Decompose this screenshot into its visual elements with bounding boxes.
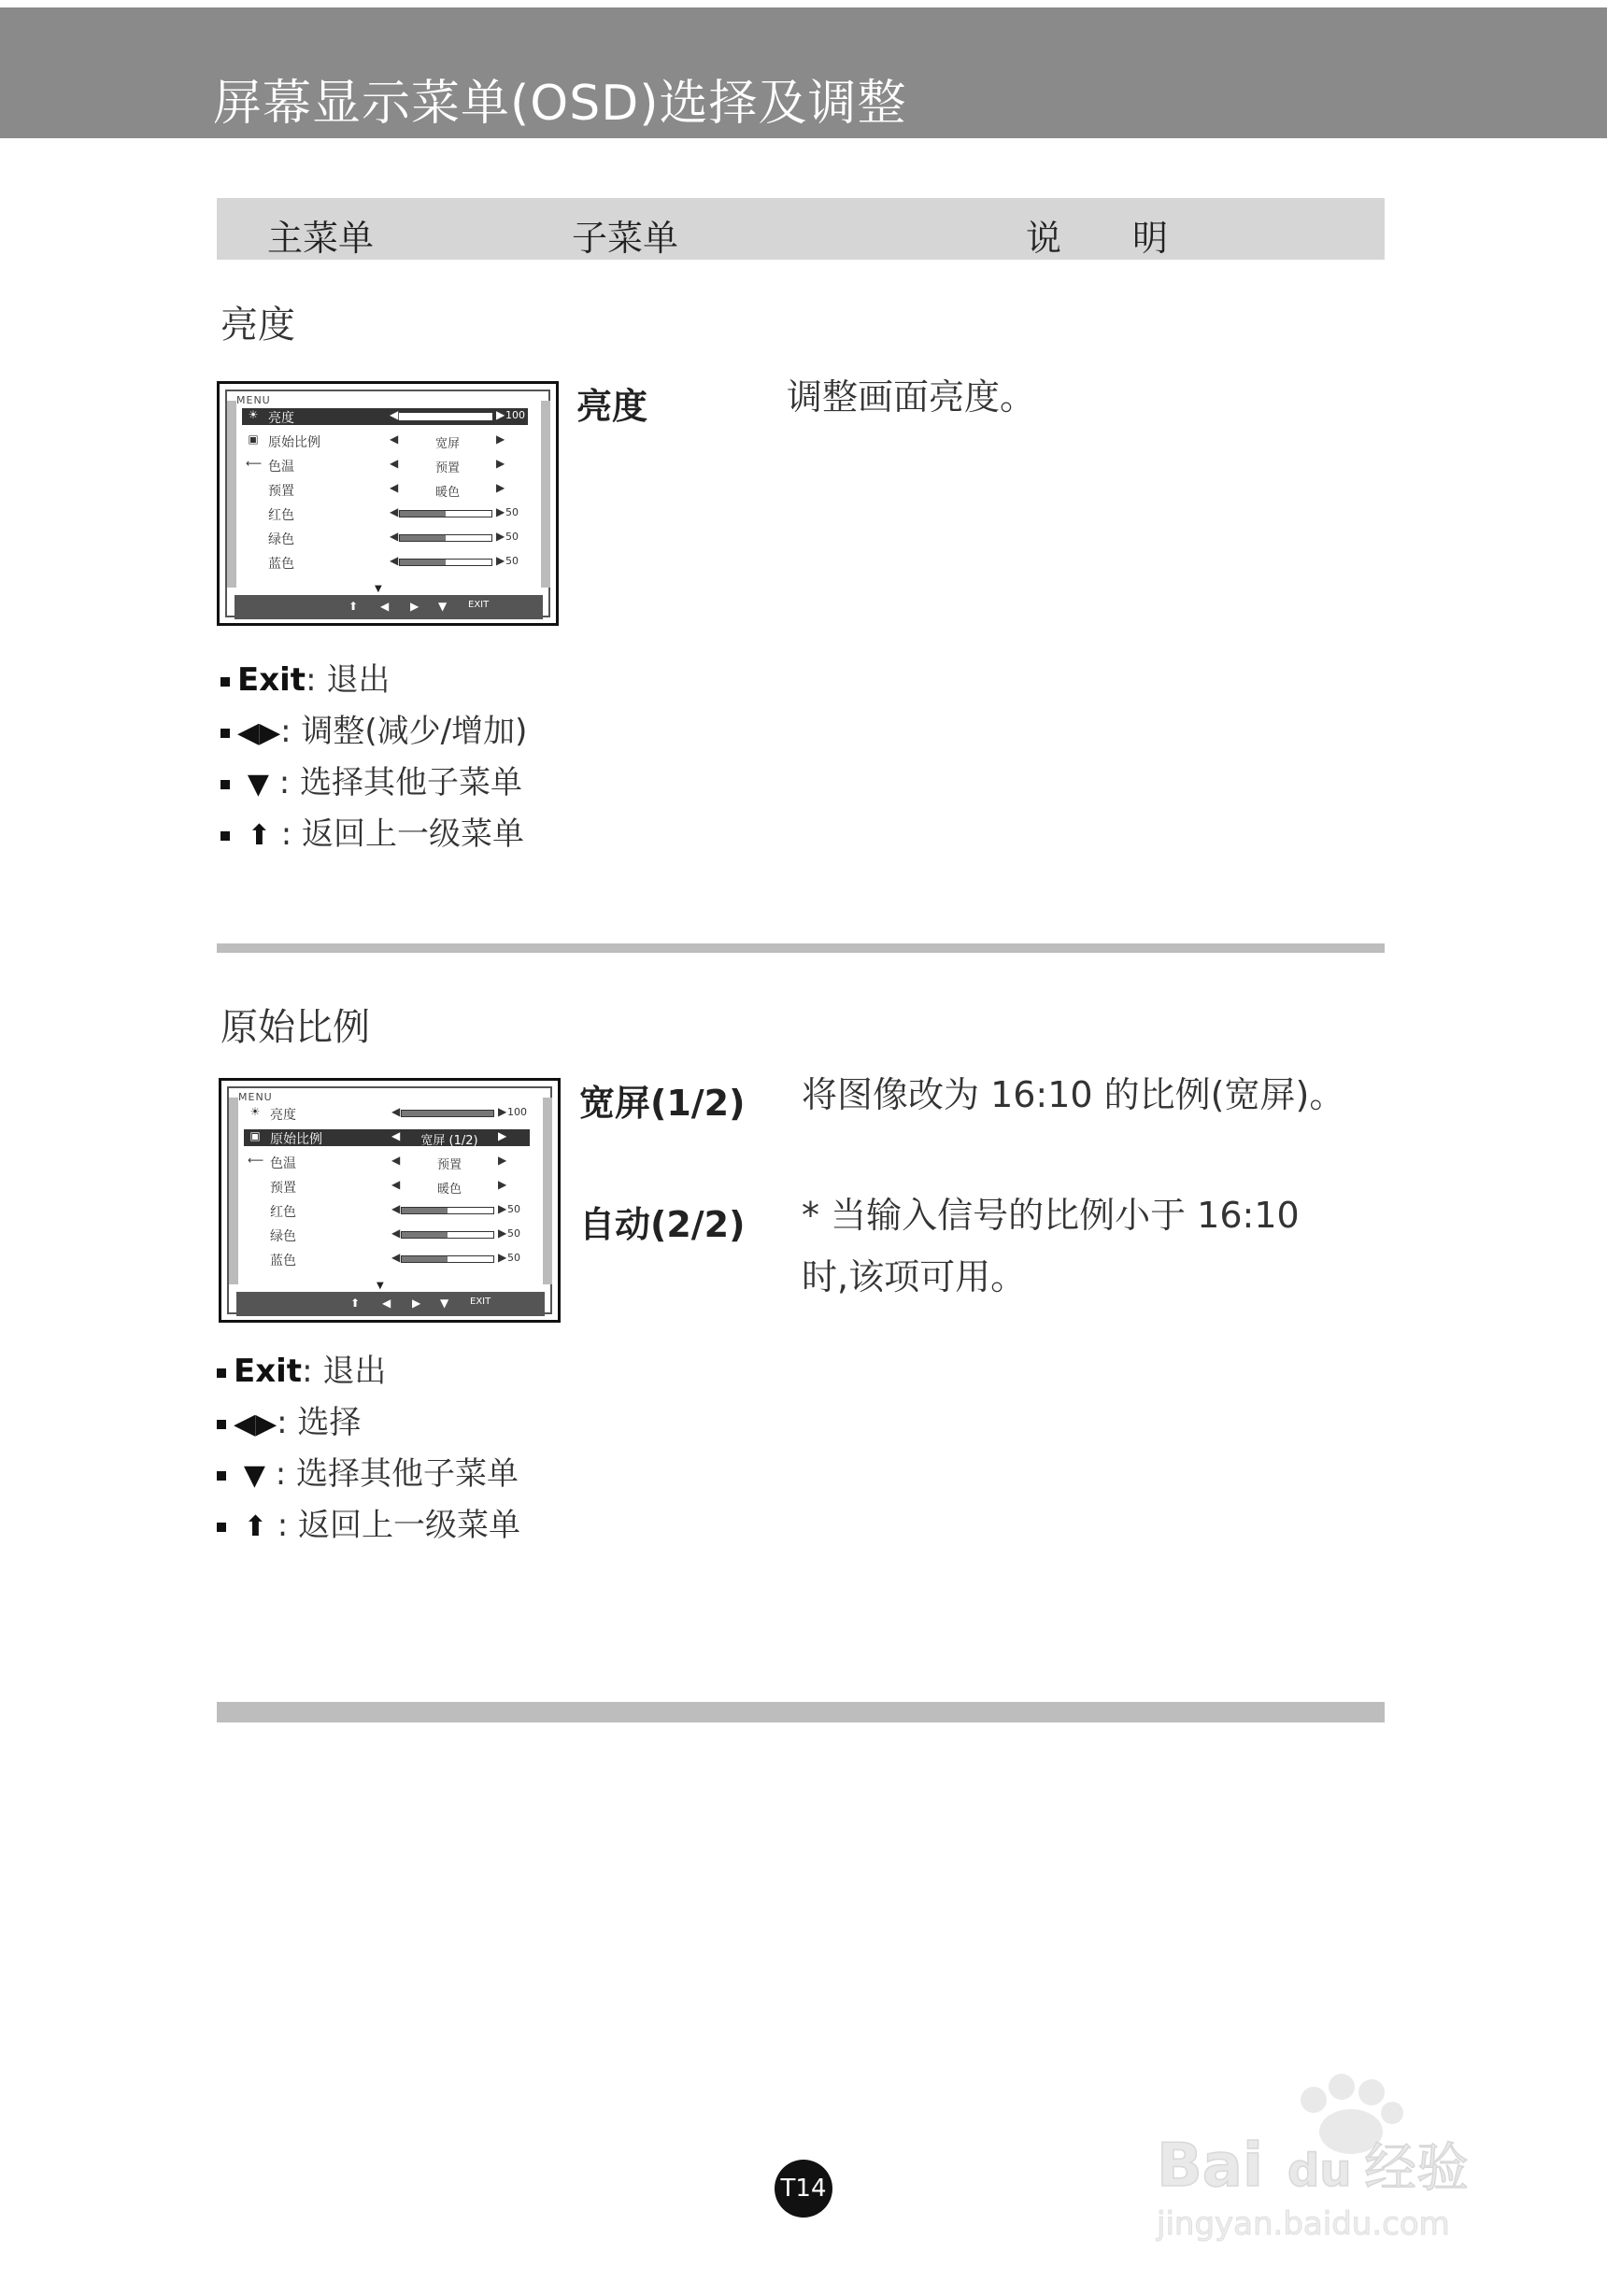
osd-option-value: 预置 bbox=[434, 461, 460, 475]
right-arrow-icon: ▶ bbox=[496, 530, 505, 543]
osd-option-value: 预置 bbox=[436, 1158, 462, 1172]
osd-row-icon: ▣ bbox=[248, 432, 259, 446]
left-arrow-icon: ◀ bbox=[390, 554, 399, 567]
legend-item-exit bbox=[217, 1345, 520, 1396]
left-arrow-icon: ◀ bbox=[390, 530, 399, 543]
osd-level-bar bbox=[399, 510, 492, 517]
osd-level-fill bbox=[400, 560, 446, 565]
osd-row-label: 预置 bbox=[268, 484, 294, 499]
right-arrow-icon: ▶ bbox=[498, 1105, 507, 1118]
section-divider bbox=[217, 1702, 1385, 1722]
up-arrow-icon: ⬆ bbox=[243, 1510, 267, 1543]
osd-menu-row bbox=[242, 457, 528, 474]
bullet-square-icon bbox=[217, 1471, 226, 1481]
legend-text: : 返回上一级菜单 bbox=[277, 1507, 521, 1544]
more-down-icon: ▼ bbox=[375, 584, 382, 594]
osd-screenshot-brightness bbox=[217, 381, 559, 626]
watermark-url: jingyan.baidu.com bbox=[1157, 2205, 1450, 2243]
page-title: 屏幕显示菜单(OSD)选择及调整 bbox=[213, 76, 907, 132]
osd-row-label: 红色 bbox=[268, 508, 294, 523]
left-arrow-icon: ◀ bbox=[391, 1154, 401, 1167]
description-brightness: 调整画面亮度。 bbox=[787, 376, 1036, 418]
bullet-square-icon bbox=[220, 729, 230, 738]
osd-row-label: 绿色 bbox=[268, 532, 294, 547]
legend-item-select bbox=[217, 1396, 520, 1448]
right-arrow-icon: ▶ bbox=[498, 1202, 507, 1215]
right-icon: ▶ bbox=[412, 1297, 421, 1310]
osd-level-fill bbox=[402, 1111, 493, 1116]
osd-level-bar bbox=[401, 1110, 494, 1117]
osd-level-bar bbox=[401, 1255, 494, 1263]
osd-option-value: 宽屏 bbox=[434, 437, 460, 451]
osd-menu-row bbox=[244, 1202, 530, 1219]
osd-row-icon: ☀ bbox=[249, 1105, 261, 1118]
osd-level-fill bbox=[402, 1208, 448, 1213]
left-arrow-icon: ◀ bbox=[391, 1105, 401, 1118]
osd-option-value: 暖色 bbox=[434, 486, 460, 500]
osd-screenshot-aspect-ratio bbox=[219, 1078, 561, 1323]
left-arrow-icon: ◀ bbox=[391, 1251, 401, 1264]
osd-level-value: 50 bbox=[505, 555, 519, 567]
osd-nav-bar bbox=[236, 1292, 545, 1316]
osd-row-label: 亮度 bbox=[268, 411, 294, 426]
left-arrow-icon: ◀ bbox=[391, 1178, 401, 1191]
osd-row-icon: ⟵ bbox=[246, 457, 263, 470]
osd-row-icon: ▣ bbox=[249, 1129, 261, 1142]
osd-row-label: 色温 bbox=[270, 1156, 296, 1171]
osd-level-fill bbox=[402, 1232, 448, 1238]
svg-text:du: du bbox=[1287, 2145, 1352, 2197]
osd-level-fill bbox=[400, 535, 446, 541]
osd-row-label: 红色 bbox=[270, 1205, 296, 1220]
description-widescreen: 将图像改为 16:10 的比例(宽屏)。 bbox=[802, 1074, 1345, 1115]
left-right-arrows-icon: ◀▶ bbox=[234, 1408, 277, 1440]
legend-text: : 选择其他子菜单 bbox=[278, 764, 522, 801]
up-arrow-icon: ⬆ bbox=[247, 819, 271, 852]
page-title-bar bbox=[0, 7, 1607, 138]
bullet-square-icon bbox=[220, 677, 230, 687]
bullet-square-icon bbox=[217, 1523, 226, 1532]
osd-menu-row bbox=[244, 1226, 530, 1243]
right-arrow-icon: ▶ bbox=[496, 432, 505, 446]
svg-text:Bai: Bai bbox=[1157, 2132, 1263, 2201]
osd-level-bar bbox=[399, 534, 492, 542]
submenu-widescreen: 宽屏(1/2) bbox=[579, 1083, 746, 1124]
osd-level-value: 50 bbox=[507, 1203, 520, 1215]
osd-menu-row bbox=[244, 1154, 530, 1170]
osd-left-panel bbox=[229, 1098, 238, 1284]
svg-text:经验: 经验 bbox=[1364, 2138, 1469, 2199]
osd-row-label: 蓝色 bbox=[268, 557, 294, 572]
legend-text: : 退出 bbox=[302, 1353, 387, 1390]
up-icon: ⬆ bbox=[350, 1297, 361, 1310]
legend-text: : 选择其他子菜单 bbox=[275, 1455, 519, 1493]
section-title-brightness: 亮度 bbox=[220, 304, 295, 347]
down-icon: ▼ bbox=[440, 1297, 449, 1310]
right-arrow-icon: ▶ bbox=[496, 554, 505, 567]
left-arrow-icon: ◀ bbox=[391, 1129, 401, 1142]
osd-row-label: 蓝色 bbox=[270, 1254, 296, 1268]
osd-row-label: 亮度 bbox=[270, 1108, 296, 1123]
right-arrow-icon: ▶ bbox=[496, 408, 505, 421]
osd-level-fill bbox=[402, 1256, 448, 1262]
osd-level-fill bbox=[400, 511, 446, 517]
more-down-icon: ▼ bbox=[377, 1281, 384, 1291]
key-legend-1 bbox=[220, 654, 527, 859]
bullet-square-icon bbox=[220, 780, 230, 789]
left-arrow-icon: ◀ bbox=[390, 432, 399, 446]
osd-menu-row bbox=[242, 481, 528, 498]
osd-level-value: 100 bbox=[505, 409, 525, 421]
left-arrow-icon: ◀ bbox=[391, 1202, 401, 1215]
osd-level-value: 50 bbox=[505, 531, 519, 543]
header-description: 说 明 bbox=[1026, 218, 1169, 259]
osd-row-label: 原始比例 bbox=[268, 435, 320, 450]
right-arrow-icon: ▶ bbox=[498, 1251, 507, 1264]
bullet-square-icon bbox=[220, 831, 230, 841]
osd-level-fill bbox=[400, 414, 491, 419]
osd-menu-row bbox=[242, 505, 528, 522]
section-title-aspect-ratio: 原始比例 bbox=[220, 1006, 370, 1049]
osd-level-bar bbox=[401, 1231, 494, 1239]
osd-menu-row bbox=[244, 1251, 530, 1268]
right-arrow-icon: ▶ bbox=[498, 1129, 507, 1142]
right-arrow-icon: ▶ bbox=[496, 481, 505, 494]
osd-row-label: 色温 bbox=[268, 460, 294, 475]
description-auto-line1: * 当输入信号的比例小于 16:10 bbox=[802, 1195, 1300, 1236]
right-icon: ▶ bbox=[410, 600, 420, 613]
description-auto bbox=[802, 1184, 1300, 1308]
osd-left-panel bbox=[227, 401, 236, 588]
legend-item-exit bbox=[220, 654, 527, 705]
osd-nav-bar bbox=[235, 595, 543, 619]
osd-option-value: 暖色 bbox=[436, 1183, 462, 1197]
legend-text: : 选择 bbox=[277, 1404, 362, 1441]
osd-row-icon: ☀ bbox=[248, 408, 259, 421]
section-divider bbox=[217, 943, 1385, 953]
table-header bbox=[217, 198, 1385, 260]
legend-key: Exit bbox=[237, 661, 306, 699]
legend-item-adjust bbox=[220, 705, 527, 757]
legend-text: : 返回上一级菜单 bbox=[280, 815, 525, 853]
osd-level-bar bbox=[399, 559, 492, 566]
legend-text: : 调整(减少/增加) bbox=[280, 713, 528, 750]
osd-row-label: 绿色 bbox=[270, 1229, 296, 1244]
exit-label: EXIT bbox=[470, 1297, 491, 1307]
osd-menu-row bbox=[242, 432, 528, 449]
osd-right-panel bbox=[543, 1098, 552, 1284]
left-arrow-icon: ◀ bbox=[390, 481, 399, 494]
submenu-auto: 自动(2/2) bbox=[579, 1204, 746, 1245]
down-arrow-icon: ▼ bbox=[247, 768, 269, 801]
osd-right-panel bbox=[541, 401, 550, 588]
osd-menu-row bbox=[242, 530, 528, 546]
legend-item-back bbox=[217, 1499, 520, 1551]
page-number: T14 bbox=[775, 2160, 832, 2218]
legend-key: Exit bbox=[234, 1353, 303, 1390]
legend-item-back bbox=[220, 808, 527, 859]
left-right-arrows-icon: ◀▶ bbox=[237, 716, 281, 749]
down-arrow-icon: ▼ bbox=[243, 1459, 265, 1492]
left-icon: ◀ bbox=[380, 600, 390, 613]
left-arrow-icon: ◀ bbox=[390, 457, 399, 470]
osd-menu-row bbox=[242, 408, 528, 425]
right-arrow-icon: ▶ bbox=[498, 1226, 507, 1240]
osd-menu-row bbox=[244, 1105, 530, 1122]
key-legend-2 bbox=[217, 1345, 520, 1551]
osd-level-bar bbox=[401, 1207, 494, 1214]
osd-level-value: 50 bbox=[507, 1227, 520, 1240]
legend-item-other bbox=[217, 1448, 520, 1499]
osd-menu-row bbox=[244, 1129, 530, 1146]
osd-row-label: 预置 bbox=[270, 1181, 296, 1196]
osd-level-value: 50 bbox=[505, 506, 519, 518]
description-auto-line2: 时,该项可用。 bbox=[802, 1256, 1027, 1297]
down-icon: ▼ bbox=[438, 600, 448, 613]
header-sub-menu: 子菜单 bbox=[572, 218, 679, 259]
osd-level-value: 50 bbox=[507, 1252, 520, 1264]
legend-text: : 退出 bbox=[306, 661, 391, 699]
bullet-square-icon bbox=[217, 1368, 226, 1378]
submenu-brightness: 亮度 bbox=[576, 386, 648, 427]
bullet-square-icon bbox=[217, 1420, 226, 1429]
baidu-watermark-logo bbox=[1147, 2064, 1521, 2251]
right-arrow-icon: ▶ bbox=[496, 457, 505, 470]
left-arrow-icon: ◀ bbox=[390, 408, 399, 421]
osd-row-icon: ⟵ bbox=[248, 1154, 264, 1167]
header-main-menu: 主菜单 bbox=[267, 218, 375, 259]
osd-menu-row bbox=[242, 554, 528, 571]
osd-level-bar bbox=[399, 413, 492, 420]
osd-menu-row bbox=[244, 1178, 530, 1195]
right-arrow-icon: ▶ bbox=[498, 1154, 507, 1167]
osd-option-value: 宽屏 (1/2) bbox=[420, 1134, 478, 1148]
left-arrow-icon: ◀ bbox=[391, 1226, 401, 1240]
legend-item-select bbox=[220, 757, 527, 808]
osd-row-label: 原始比例 bbox=[270, 1132, 322, 1147]
osd-menu-label: MENU bbox=[238, 1091, 273, 1103]
right-arrow-icon: ▶ bbox=[498, 1178, 507, 1191]
up-icon: ⬆ bbox=[348, 600, 359, 613]
right-arrow-icon: ▶ bbox=[496, 505, 505, 518]
left-icon: ◀ bbox=[382, 1297, 391, 1310]
osd-level-value: 100 bbox=[507, 1106, 527, 1118]
exit-label: EXIT bbox=[468, 600, 490, 610]
osd-menu-label: MENU bbox=[236, 394, 271, 406]
left-arrow-icon: ◀ bbox=[390, 505, 399, 518]
